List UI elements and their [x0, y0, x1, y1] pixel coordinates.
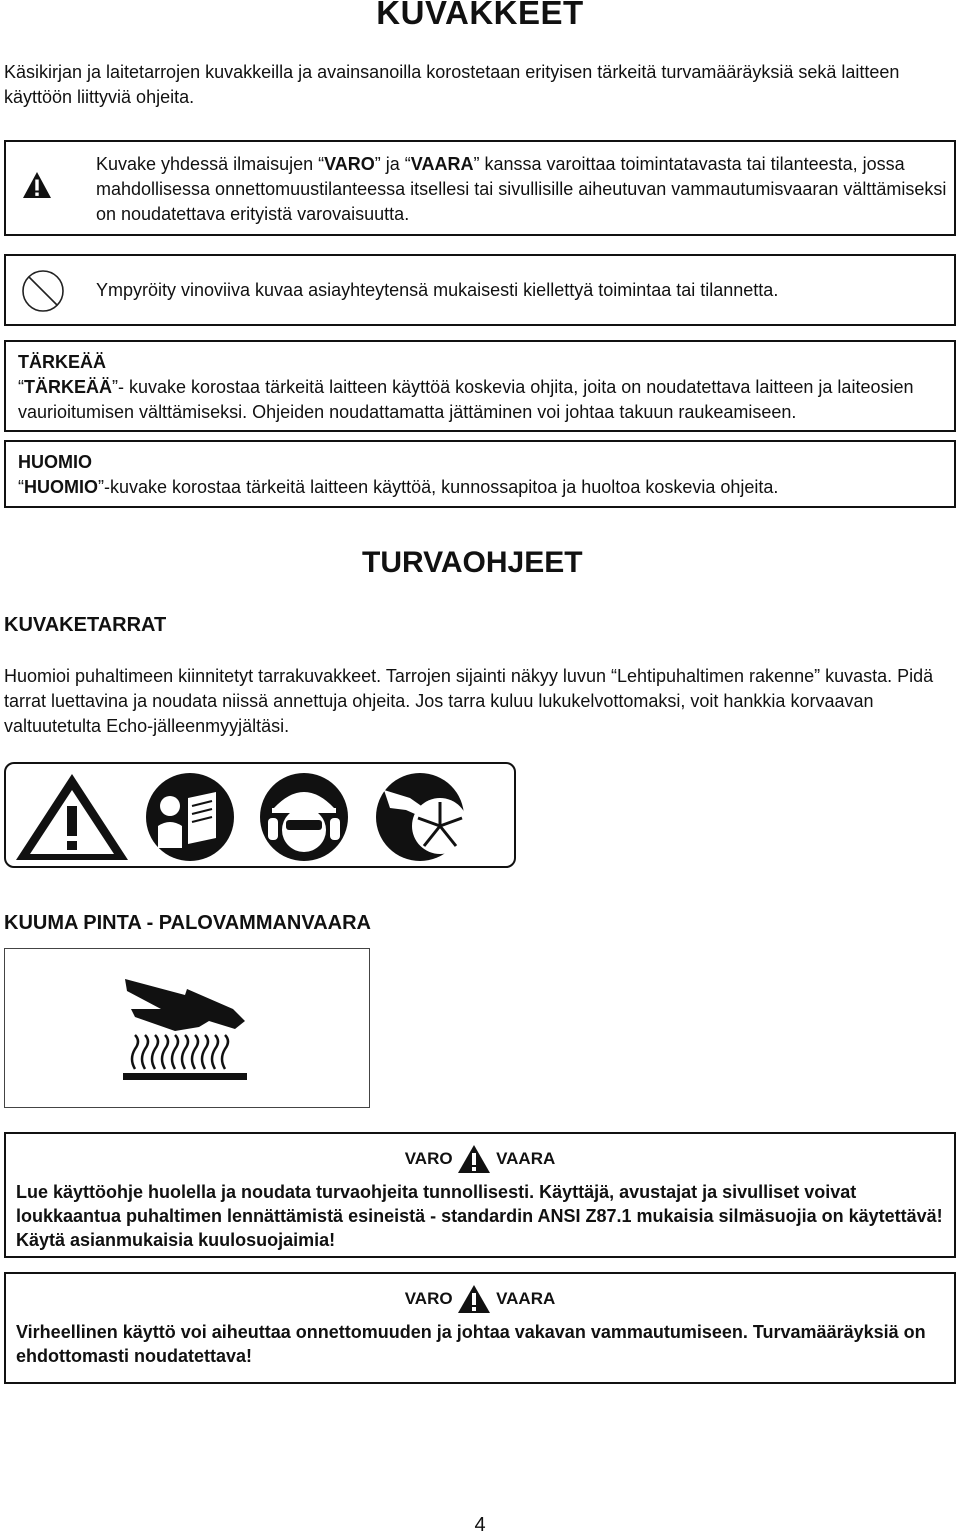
important-text: “TÄRKEÄÄ”- kuvake korostaa tärkeitä laitteen käyttöä koskevia ohjita, joita on noudatettava laitteen ja laiteosien vaurioitumisen välttämiseksi. Ohjeiden noudattamatta jättäminen voi johtaa takuun raukeamiseen.: [18, 377, 914, 422]
warning-triangle-icon: [22, 170, 52, 200]
hearing-eye-protection-icon: [260, 773, 348, 861]
warning-symbol-text: Kuvake yhdessä ilmaisujen “VARO” ja “VAARA” kanssa varoittaa toimintatavasta tai tilanteesta, jossa mahdollisessa onnettomuustilanteessa itsellesi tai sivullisille aiheutuvan vammautumisvaaran välttämiseksi on noudatettava erityistä varovaisuutta.: [96, 154, 947, 224]
warning-triangle-icon: [457, 1284, 491, 1314]
note-heading: HUOMIO: [18, 452, 92, 472]
hot-surface-heading: KUUMA PINTA - PALOVAMMANVAARA: [4, 912, 372, 934]
warning-box-2-heading: VARO VAARA: [6, 1284, 954, 1314]
prohibition-circle-icon: [20, 268, 66, 314]
prohibition-symbol-text: Ympyröity vinoviiva kuvaa asiayhteytensä mukaisesti kiellettyä toimintaa tai tilannetta.: [96, 280, 779, 300]
label-icons-strip: [4, 762, 516, 868]
hand-fan-hazard-icon: [376, 773, 468, 861]
warning-box-1: [4, 1132, 956, 1258]
important-heading: TÄRKEÄÄ: [18, 352, 106, 372]
page-number: 4: [474, 1514, 486, 1536]
labels-text: Huomioi puhaltimeen kiinnitetyt tarrakuvakkeet. Tarrojen sijainti näkyy luvun “Lehtipuhaltimen rakenne” kuvasta. Pidä tarrat luettavina ja noudata niissä annettuja ohjeita. Jos tarra kuluu lukukelvottomaksi, voit hankkia korvaavan valtuutetulta Echo-jälleenmyyjältäsi.: [4, 666, 934, 736]
warning-box-2: [4, 1272, 956, 1384]
page-title: KUVAKKEET: [376, 0, 584, 31]
intro-text: Käsikirjan ja laitetarrojen kuvakkeilla ja avainsanoilla korostetaan erityisen tärkeitä turvamääräyksiä sekä laitteen käyttöön liittyviä ohjeita.: [4, 62, 900, 107]
warning-box-1-heading: VARO VAARA: [6, 1144, 954, 1174]
labels-heading: KUVAKETARRAT: [4, 614, 167, 636]
warning-triangle-icon: [16, 774, 128, 860]
warning-triangle-icon: [457, 1144, 491, 1174]
note-text: “HUOMIO”-kuvake korostaa tärkeitä laitteen käyttöä, kunnossapitoa ja huoltoa koskevia ohjeita.: [18, 477, 779, 497]
hand-hot-surface-icon: [115, 969, 255, 1089]
safety-title: TURVAOHJEET: [362, 546, 583, 579]
hot-surface-box: [4, 948, 370, 1108]
note-box: [4, 440, 956, 508]
warning-box-2-text: Virheellinen käyttö voi aiheuttaa onnettomuuden ja johtaa vakavan vammautumiseen. Turvamääräyksiä on ehdottomasti noudatettava!: [16, 1322, 926, 1366]
warning-box-1-text: Lue käyttöohje huolella ja noudata turvaohjeita tunnollisesti. Käyttäjä, avustajat ja sivulliset voivat loukkaantua puhaltimen lennättämistä esineistä - standardin ANSI Z87.1 mukaisia silmäsuojia on käytettävä! Käytä asianmukaisia kuulosuojaimia!: [16, 1182, 943, 1250]
read-manual-icon: [146, 773, 234, 861]
prohibition-symbol-box: [4, 254, 956, 326]
important-box: [4, 340, 956, 432]
warning-symbol-box: [4, 140, 956, 236]
